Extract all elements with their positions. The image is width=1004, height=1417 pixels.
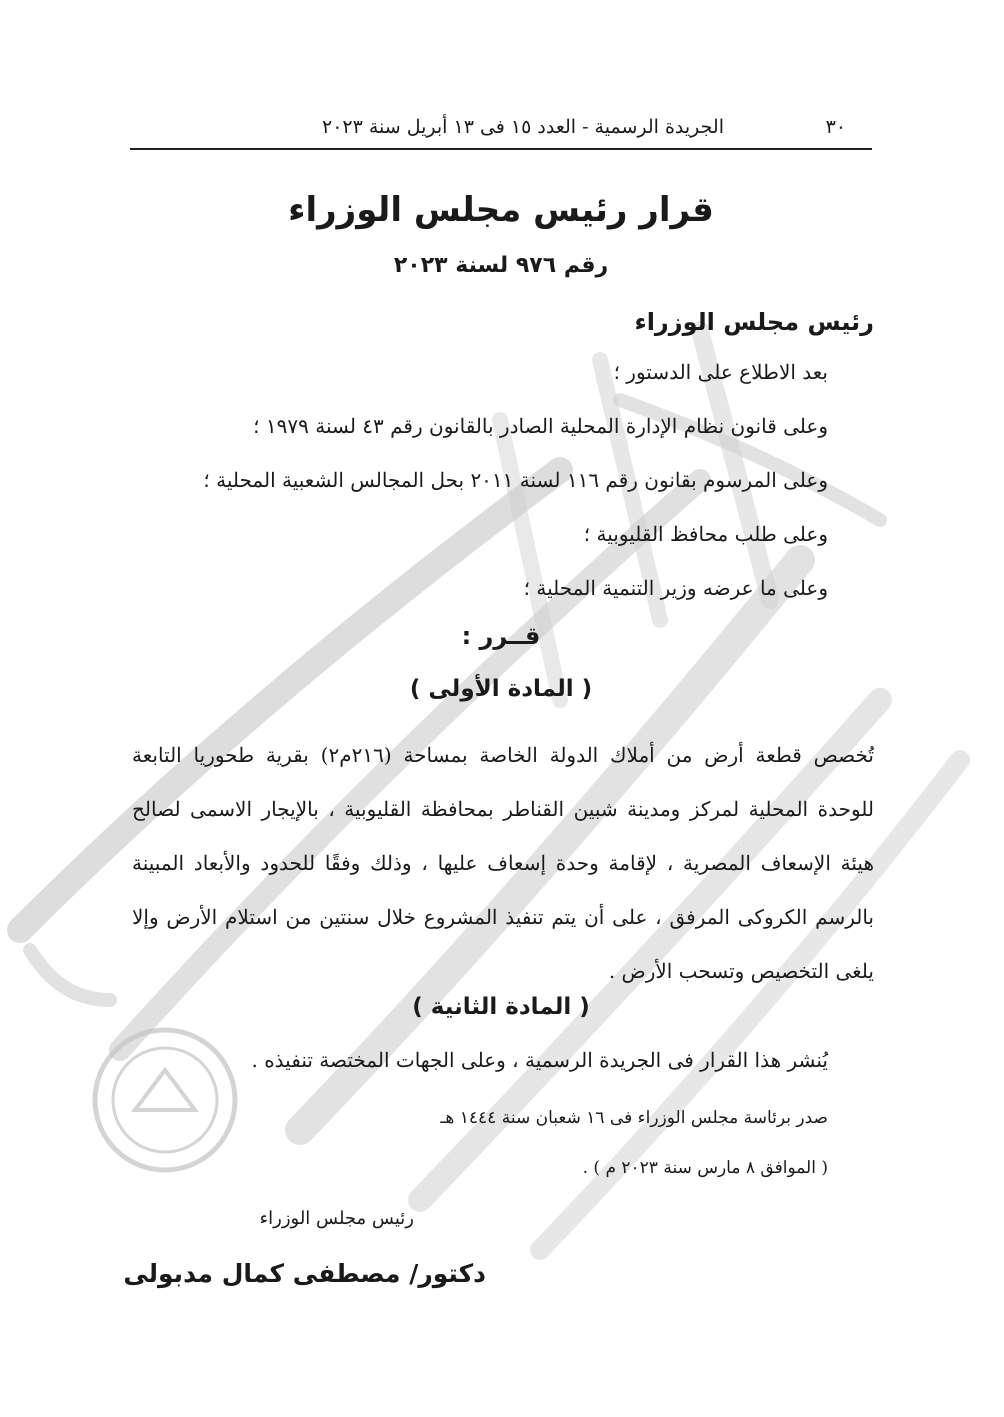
signature-title: رئيس مجلس الوزراء [259,1208,414,1229]
recital-item: وعلى ما عرضه وزير التنمية المحلية ؛ [523,576,828,600]
article-2-text: يُنشر هذا القرار فى الجريدة الرسمية ، وعلى الجهات المختصة تنفيذه . [251,1048,828,1072]
article-1-title: ( المادة الأولى ) [409,676,593,702]
recital-item: بعد الاطلاع على الدستور ؛ [613,360,828,384]
seal-icon [95,1030,235,1170]
decided-heading: قــرر : [461,622,541,650]
decree-title: قرار رئيس مجلس الوزراء [288,190,714,230]
journal-issue-line: الجريدة الرسمية - العدد ١٥ فى ١٣ أبريل سنة ٢٠٢٣ [321,116,724,138]
recital-item: وعلى قانون نظام الإدارة المحلية الصادر بالقانون رقم ٤٣ لسنة ١٩٧٩ ؛ [253,414,828,438]
running-header [130,112,872,150]
decree-number: رقم ٩٧٦ لسنة ٢٠٢٣ [393,253,609,278]
issuer-heading: رئيس مجلس الوزراء [634,308,874,336]
issued-hijri-date: صدر برئاسة مجلس الوزراء فى ١٦ شعبان سنة ١٤٤٤ هـ [440,1108,828,1128]
signature-name: دكتور/ مصطفى كمال مدبولى [123,1259,486,1288]
recital-item: وعلى المرسوم بقانون رقم ١١٦ لسنة ٢٠١١ بحل المجالس الشعبية المحلية ؛ [203,468,828,492]
recital-item: وعلى طلب محافظ القليوبية ؛ [583,522,828,546]
article-2-title: ( المادة الثانية ) [412,994,590,1020]
page-number: ٣٠ [825,116,846,138]
issued-gregorian-date: ( الموافق ٨ مارس سنة ٢٠٢٣ م ) . [582,1158,828,1178]
article-1-text: تُخصص قطعة أرض من أملاك الدولة الخاصة بمساحة (٢١٦م٢) بقرية طحوريا التابعة للوحدة المحلية لمركز ومدينة شبين القناطر بمحافظة القليوبية ، بالإيجار الاسمى لصالح هيئة الإسعاف المصرية ، لإقامة وحدة إسعاف عليها ، وذلك وفقًا للحدود والأبعاد المبينة بالرسم الكروكى المرفق ، على أن يتم تنفيذ المشروع خلال سنتين من استلام الأرض وإلا يلغى التخصيص وتسحب الأرض . [132,743,875,983]
